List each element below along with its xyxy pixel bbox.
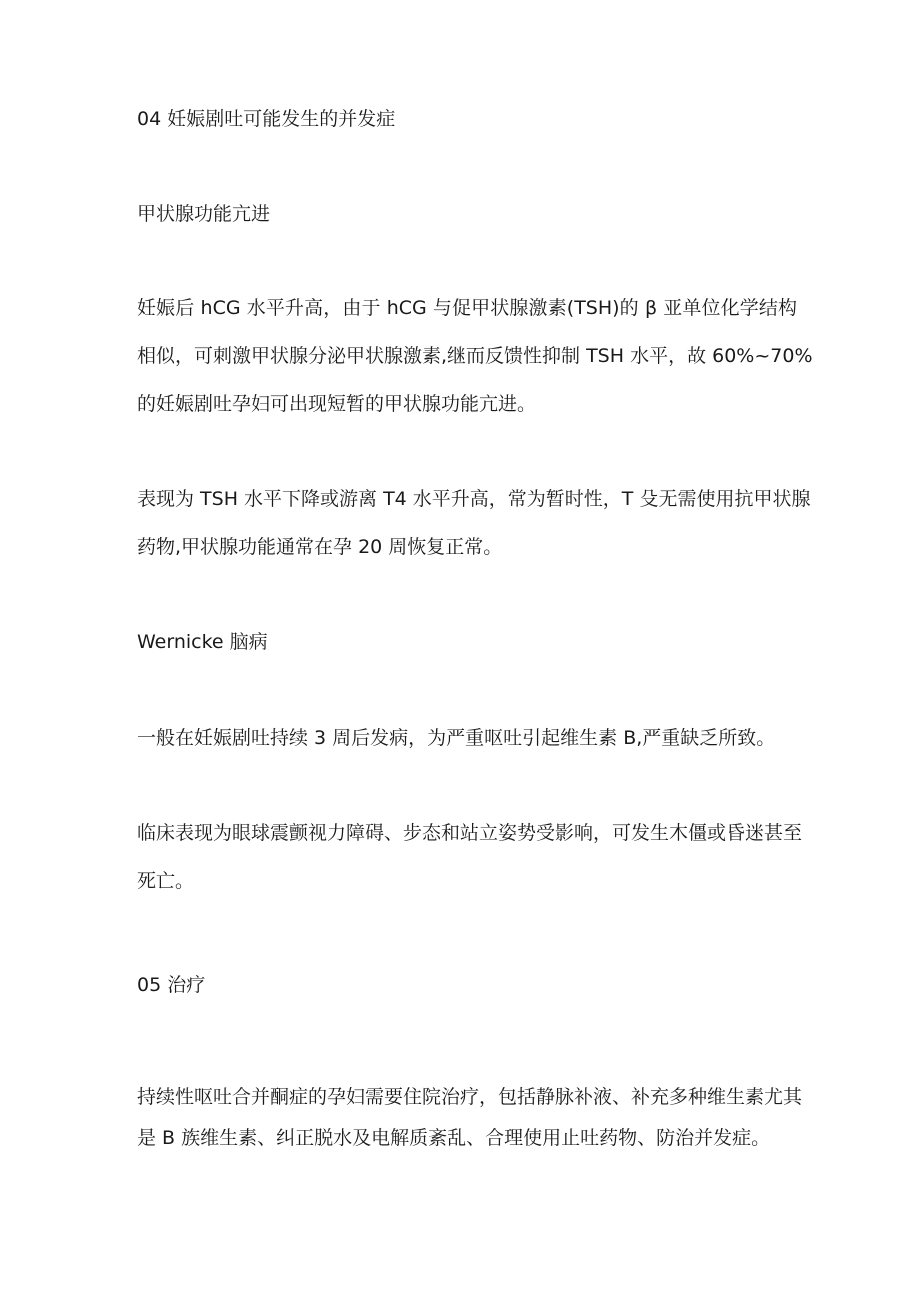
paragraph-line: 的妊娠剧吐孕妇可出现短暂的甲状腺功能亢进。 xyxy=(137,393,537,415)
paragraph-line: 相似，可刺激甲状腺分泌甲状腺激素,继而反馈性抑制 TSH 水平，故 60%~70% xyxy=(137,345,813,367)
paragraph-line: 是 B 族维生素、纠正脱水及电解质紊乱、合理使用止吐药物、防治并发症。 xyxy=(137,1127,771,1149)
section-04-heading: 04 妊娠剧吐可能发生的并发症 xyxy=(137,108,396,130)
paragraph-line: 死亡。 xyxy=(137,870,195,892)
section-05-heading: 05 治疗 xyxy=(137,974,206,996)
paragraph-line: 一般在妊娠剧吐持续 3 周后发病，为严重呕吐引起维生素 B,严重缺乏所致。 xyxy=(137,727,776,749)
hyperthyroidism-heading: 甲状腺功能亢进 xyxy=(137,203,271,225)
paragraph-line: 妊娠后 hCG 水平升高，由于 hCG 与促甲状腺激素(TSH)的 β 亚单位化学结构 xyxy=(137,297,797,319)
paragraph-line: 药物,甲状腺功能通常在孕 20 周恢复正常。 xyxy=(137,536,503,558)
wernicke-heading: Wernicke 脑病 xyxy=(137,631,268,653)
paragraph-line: 表现为 TSH 水平下降或游离 T4 水平升高，常为暂时性，T 殳无需使用抗甲状腺 xyxy=(137,488,811,510)
paragraph-line: 持续性呕吐合并酮症的孕妇需要住院治疗，包括静脉补液、补充多种维生素尤其 xyxy=(137,1086,803,1108)
paragraph-line: 临床表现为眼球震颤视力障碍、步态和站立姿势受影响，可发生木僵或昏迷甚至 xyxy=(137,822,803,844)
